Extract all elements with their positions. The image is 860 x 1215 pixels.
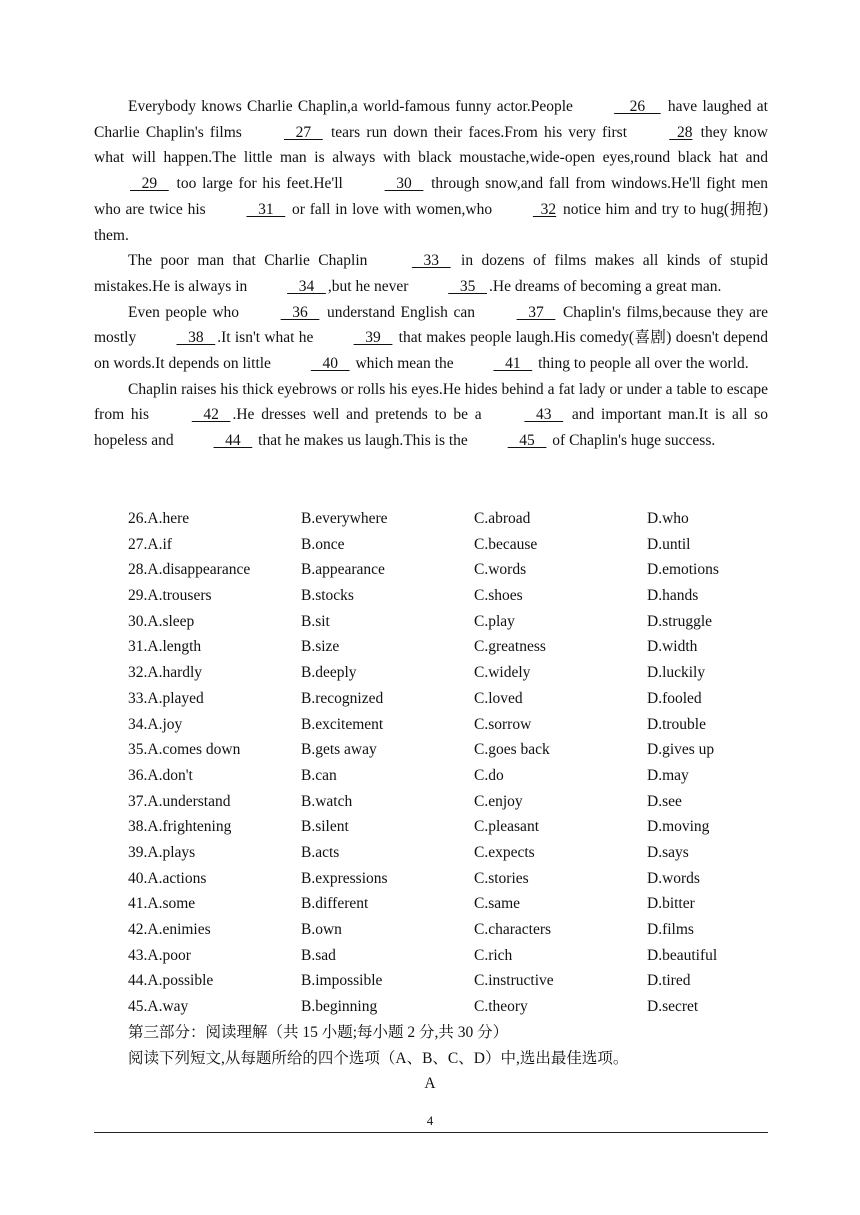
passage-text: Chaplin's films,because they are mostly [94, 303, 769, 347]
passage-text: tears run down their faces.From his very first [324, 123, 634, 141]
passage-text: Even people who [128, 303, 245, 321]
option-row [128, 583, 768, 609]
passage-paragraph-3 [94, 300, 768, 377]
option-d: D.tired [647, 972, 691, 990]
passage-text: in dozens of films makes all kinds of stupid mistakes.He is always in [94, 252, 769, 295]
option-c: C.widely [474, 664, 531, 682]
section-instruction: 阅读下列短文,从每题所给的四个选项（A、B、C、D）中,选出最佳选项。 [128, 1050, 629, 1067]
option-row [128, 840, 768, 866]
passage-text: Chaplin raises his thick eyebrows or rolls his eyes.He hides behind a fat lady or under a table to escape from his [94, 380, 768, 424]
option-b: B.everywhere [301, 510, 388, 527]
option-row [128, 994, 768, 1020]
blank-39: 39 [353, 329, 393, 347]
option-b: B.own [301, 921, 342, 938]
passage-text: .He dresses well and pretends to be a [232, 406, 489, 424]
option-row [128, 609, 768, 635]
option-a: 37.A.understand [128, 792, 231, 810]
option-row [128, 763, 768, 789]
passage-text: .He dreams of becoming a great man. [489, 277, 722, 295]
blank-36: 36 [280, 303, 320, 321]
page-number: 4 [426, 1113, 434, 1128]
option-c: C.enjoy [474, 792, 523, 810]
passage-text: through snow,and fall from windows.He'll fight men who are twice his [94, 175, 769, 218]
option-b: B.excitement [301, 715, 384, 733]
passage-text: too large for his feet.He'll [170, 175, 349, 193]
option-c: C.pleasant [474, 818, 539, 836]
option-d: D.width [647, 638, 698, 656]
option-b: B.once [301, 535, 345, 553]
section-heading: 第三部分：阅读理解（共 15 小题;每小题 2 分,共 30 分） [128, 1024, 509, 1041]
option-d: D.luckily [647, 664, 706, 682]
option-c: C.characters [474, 921, 552, 938]
option-d: D.films [647, 921, 694, 938]
option-b: B.deeply [301, 664, 357, 682]
passage-text: ,but he never [327, 277, 413, 295]
option-d: D.trouble [647, 715, 706, 733]
option-a: 32.A.hardly [128, 664, 203, 682]
option-d: D.beautiful [647, 946, 718, 964]
option-c: C.because [474, 535, 538, 553]
option-a: 26.A.here [128, 510, 190, 527]
option-b: B.expressions [301, 869, 388, 887]
passage-text: The poor man that Charlie Chaplin [128, 252, 376, 270]
blank-42: 42 [191, 406, 231, 424]
option-row [128, 532, 768, 558]
blank-26: 26 [614, 98, 661, 115]
passage-text: which mean the [351, 355, 458, 373]
option-d: D.who [647, 510, 689, 527]
passage-text: that he makes us laugh.This is the [254, 432, 472, 450]
option-c: C.theory [474, 998, 528, 1016]
blank-44: 44 [213, 432, 253, 450]
option-d: D.gives up [647, 741, 715, 759]
option-c: C.loved [474, 689, 523, 707]
passage-text: thing to people all over the world. [534, 355, 749, 373]
option-row [128, 866, 768, 892]
option-b: B.size [301, 638, 340, 656]
option-a: 45.A.way [128, 998, 189, 1016]
option-row [128, 968, 768, 994]
option-row [128, 737, 768, 763]
option-row [128, 943, 768, 969]
passage-paragraph-4 [94, 377, 768, 454]
option-c: C.abroad [474, 510, 531, 527]
passage-text: that makes people laugh.His comedy(喜剧) doesn't depend on words.It depends on little [94, 329, 768, 373]
option-c: C.instructive [474, 972, 554, 990]
option-c: C.do [474, 766, 504, 784]
passage-text: they know what will happen.The little man is always with black moustache,wide-open eyes,round black hat and [94, 123, 768, 167]
option-a: 33.A.played [128, 689, 204, 707]
footer-divider [94, 1132, 768, 1133]
option-d: D.hands [647, 587, 699, 605]
option-d: D.until [647, 535, 691, 553]
passage-text: .It isn't what he [217, 329, 318, 347]
option-a: 34.A.joy [128, 715, 183, 733]
option-c: C.play [474, 612, 515, 630]
passage-text: Everybody knows Charlie Chaplin,a world-famous funny actor.People [128, 98, 579, 115]
option-b: B.beginning [301, 998, 378, 1016]
passage-text: have laughed at Charlie Chaplin's films [94, 98, 768, 141]
option-c: C.rich [474, 946, 513, 964]
option-d: D.secret [647, 998, 699, 1016]
passage-label: A [424, 1075, 436, 1092]
blank-34: 34 [287, 277, 326, 295]
blank-45: 45 [507, 432, 547, 450]
option-b: B.acts [301, 843, 340, 861]
option-b: B.silent [301, 818, 349, 836]
option-a: 41.A.some [128, 895, 196, 913]
blank-41: 41 [493, 355, 533, 373]
option-b: B.impossible [301, 972, 383, 990]
option-b: B.different [301, 895, 369, 913]
option-c: C.shoes [474, 587, 523, 605]
option-a: 44.A.possible [128, 972, 214, 990]
option-c: C.greatness [474, 638, 546, 656]
passage-text: and important man.It is all so hopeless and [94, 406, 768, 450]
option-c: C.same [474, 895, 521, 913]
option-a: 38.A.frightening [128, 818, 232, 836]
blank-32: 32 [532, 200, 557, 218]
blank-43: 43 [524, 406, 564, 424]
option-b: B.sad [301, 946, 336, 964]
option-row [128, 712, 768, 738]
option-d: D.emotions [647, 561, 719, 579]
option-row [128, 789, 768, 815]
passage-paragraph-1 [94, 94, 768, 248]
answer-options [128, 506, 768, 1020]
passage-text: or fall in love with women,who [287, 200, 497, 218]
option-d: D.see [647, 792, 682, 810]
passage-text: notice him and try to hug(拥抱) them. [94, 200, 768, 244]
option-d: D.may [647, 766, 689, 784]
option-a: 42.A.enimies [128, 921, 211, 938]
option-c: C.stories [474, 869, 529, 887]
option-row [128, 686, 768, 712]
blank-38: 38 [176, 329, 216, 347]
option-a: 29.A.trousers [128, 587, 212, 605]
option-c: C.goes back [474, 741, 550, 759]
option-b: B.appearance [301, 561, 385, 579]
option-c: C.sorrow [474, 715, 532, 733]
option-d: D.says [647, 843, 689, 861]
option-row [128, 506, 768, 532]
blank-29: 29 [130, 175, 169, 193]
option-c: C.expects [474, 843, 535, 861]
passage-paragraph-2 [94, 248, 768, 299]
blank-33: 33 [411, 252, 451, 270]
option-d: D.struggle [647, 612, 713, 630]
blank-40: 40 [310, 355, 350, 373]
option-row [128, 814, 768, 840]
option-a: 43.A.poor [128, 946, 191, 964]
option-a: 39.A.plays [128, 843, 196, 861]
option-row [128, 917, 768, 943]
option-a: 35.A.comes down [128, 741, 241, 759]
option-a: 31.A.length [128, 638, 202, 656]
option-d: D.bitter [647, 895, 695, 913]
option-b: B.watch [301, 792, 353, 810]
option-b: B.recognized [301, 689, 384, 707]
blank-27: 27 [284, 123, 323, 141]
option-c: C.words [474, 561, 527, 579]
option-a: 27.A.if [128, 535, 172, 553]
blank-31: 31 [246, 200, 286, 218]
option-a: 36.A.don't [128, 766, 193, 784]
option-b: B.gets away [301, 741, 377, 759]
option-row [128, 557, 768, 583]
blank-30: 30 [384, 175, 424, 193]
option-a: 40.A.actions [128, 869, 207, 887]
option-d: D.moving [647, 818, 710, 836]
blank-37: 37 [516, 303, 556, 321]
option-a: 28.A.disappearance [128, 561, 251, 579]
cloze-passage [94, 94, 768, 454]
option-row [128, 891, 768, 917]
passage-text: understand English can [321, 303, 481, 321]
option-d: D.words [647, 869, 700, 887]
option-b: B.can [301, 766, 337, 784]
option-b: B.stocks [301, 587, 354, 605]
option-d: D.fooled [647, 689, 702, 707]
blank-35: 35 [448, 277, 487, 295]
option-row [128, 660, 768, 686]
option-b: B.sit [301, 612, 330, 630]
blank-28: 28 [669, 123, 693, 141]
passage-text: of Chaplin's huge success. [548, 432, 716, 450]
option-a: 30.A.sleep [128, 612, 195, 630]
option-row [128, 634, 768, 660]
